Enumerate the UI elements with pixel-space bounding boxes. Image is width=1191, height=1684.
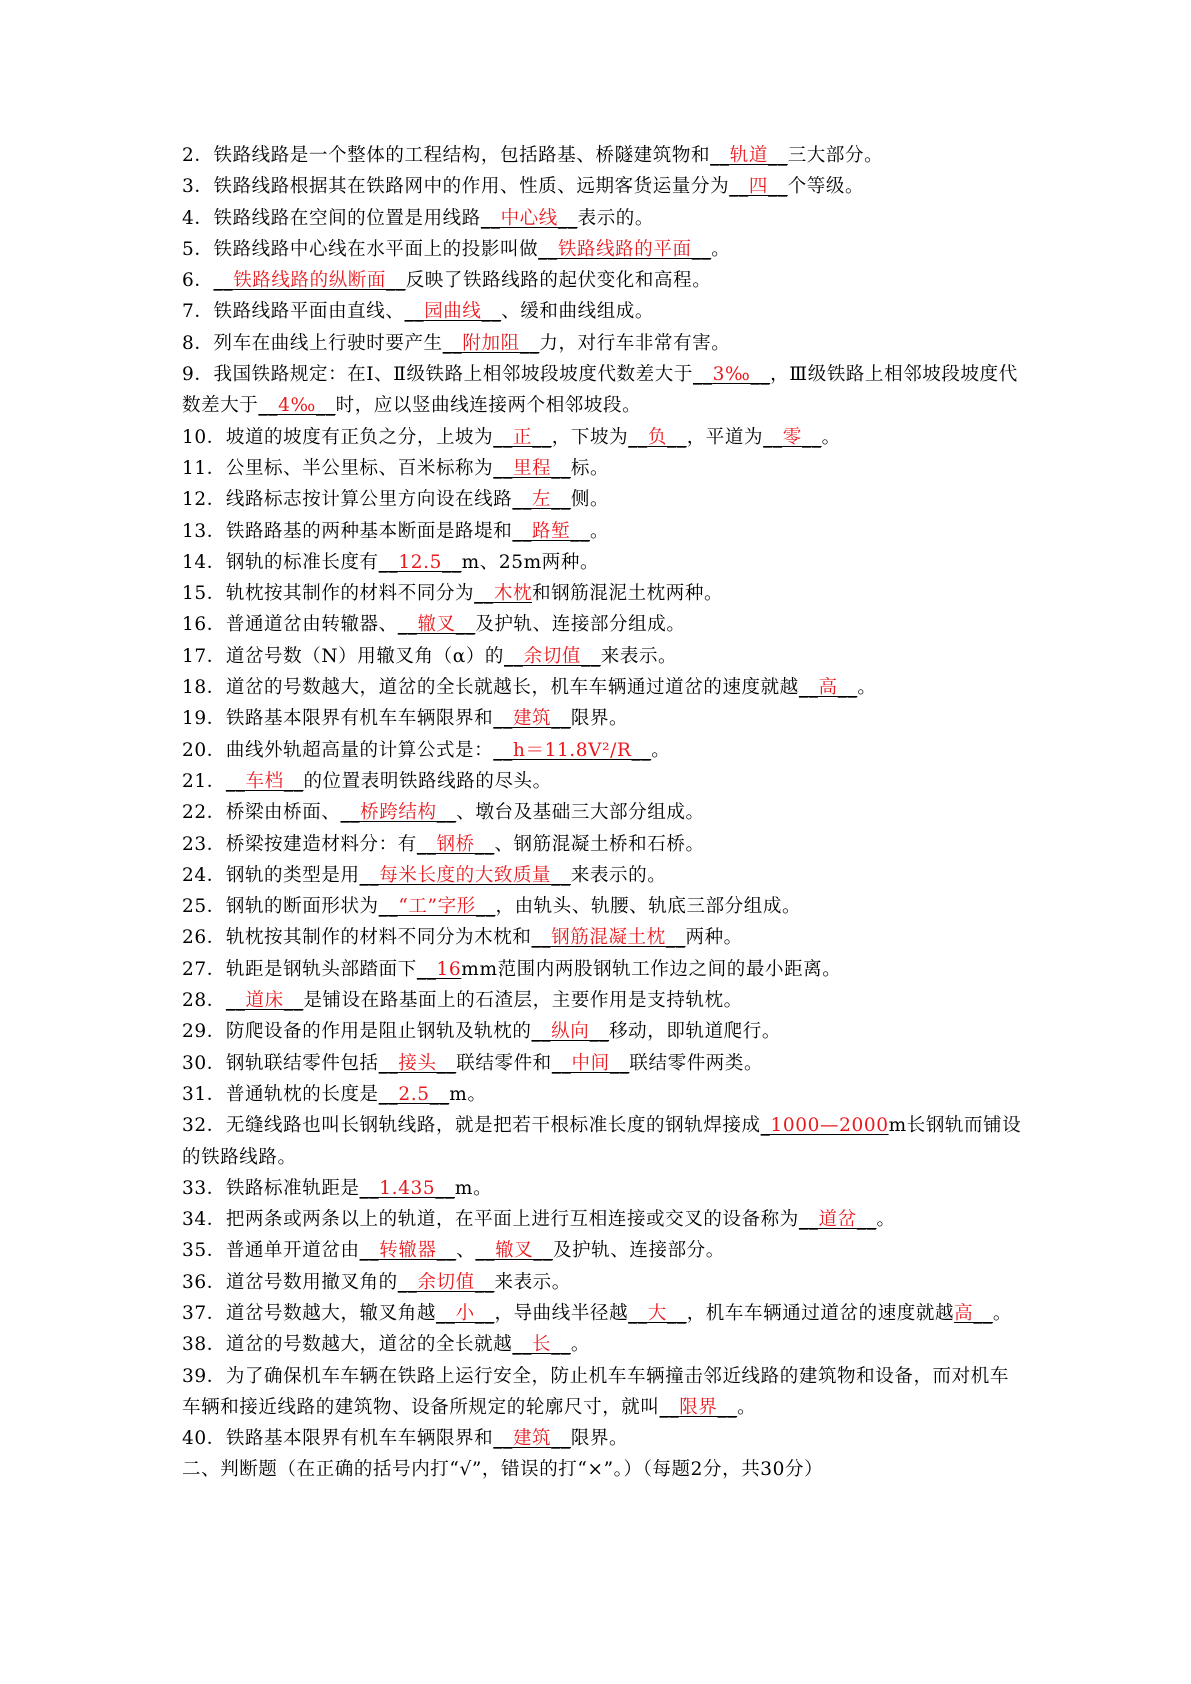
blank-underline: __ [628, 426, 648, 448]
question-line [182, 203, 1022, 234]
blank-underline: __ [532, 426, 552, 448]
blank-underline: __ [386, 270, 406, 292]
answer-text: 钢桥 [436, 833, 475, 855]
question-text: 36．道岔号数用撤叉角的 [182, 1271, 398, 1293]
answer-text: 余切值 [523, 645, 582, 667]
question-line [182, 328, 1022, 359]
question-line [182, 1267, 1022, 1298]
answer-text: 3‰ [712, 364, 751, 386]
question-text: 33．铁路标准轨距是 [182, 1177, 360, 1199]
question-text: 18．道岔的号数越大，道岔的全长就越长，机车车辆通过道岔的速度就越 [182, 677, 799, 699]
blank-underline: __ [493, 457, 513, 479]
question-text: 联结零件两类。 [629, 1052, 764, 1074]
question-text: 的位置表明铁路线路的尽头。 [303, 770, 552, 792]
question-line [182, 1361, 1022, 1424]
blank-underline: __ [493, 426, 513, 448]
blank-underline: __ [378, 551, 399, 573]
blank-underline: __ [551, 1052, 572, 1074]
blank-underline: __ [378, 1083, 399, 1105]
blank-underline: __ [481, 301, 502, 323]
answer-text: 高 [818, 677, 838, 699]
blank-underline: __ [359, 864, 380, 886]
question-line [182, 829, 1022, 860]
blank-underline: __ [551, 457, 571, 479]
question-line [182, 609, 1022, 640]
answer-text: 小 [455, 1302, 475, 1324]
blank-underline: __ [441, 551, 462, 573]
blank-underline: __ [493, 1428, 513, 1450]
question-text: 6． [182, 270, 214, 292]
question-line [182, 140, 1022, 171]
answer-text: 钢筋混凝土枕 [551, 927, 666, 949]
answer-text: 大 [647, 1302, 667, 1324]
blank-underline: __ [435, 1177, 455, 1199]
blank-underline: __ [474, 833, 495, 855]
question-line [182, 922, 1022, 953]
blank-underline: __ [666, 1302, 687, 1324]
question-line [182, 860, 1022, 891]
question-text: 5．铁路线路中心线在水平面上的投影叫做 [182, 238, 539, 260]
question-text: ，Ⅲ级铁路上相邻坡段坡度代数差大于 [182, 364, 1018, 417]
question-text: m长钢轨而铺设的铁路线路。 [182, 1115, 1022, 1168]
question-text: 和钢筋混泥土枕两种。 [532, 583, 724, 605]
blank-underline: __ [480, 207, 501, 229]
answer-text: 道床 [245, 990, 284, 1012]
question-text: 力，对行车非常有害。 [539, 332, 731, 354]
blank-underline: __ [692, 364, 713, 386]
answer-text: 中间 [571, 1052, 610, 1074]
answer-text: 转辙器 [379, 1240, 437, 1262]
question-text: 、缓和曲线组成。 [501, 301, 655, 323]
blank-underline: __ [519, 332, 540, 354]
question-text: 、钢筋混凝土桥和石桥。 [494, 833, 705, 855]
question-text: 。 [857, 677, 877, 699]
question-line [182, 453, 1022, 484]
blank-underline: __ [533, 1240, 553, 1262]
blank-underline: __ [856, 1209, 877, 1231]
blank-underline: __ [691, 238, 712, 260]
answer-text: 2.5 [398, 1083, 430, 1105]
question-text: 11．公里标、半公里标、百米标称为 [182, 457, 494, 479]
answer-text: 建筑 [512, 1428, 552, 1450]
answer-text: 里程 [512, 457, 552, 479]
answer-text: 桥跨结构 [360, 802, 437, 824]
blank-underline: __ [659, 1396, 680, 1418]
question-line [182, 1079, 1022, 1110]
question-line [182, 516, 1022, 547]
blank-underline: __ [213, 270, 234, 292]
blank-underline: __ [531, 1021, 552, 1043]
question-line [182, 1048, 1022, 1079]
blank-underline: __ [631, 739, 652, 761]
question-text: 26．轨枕按其制作的材料不同分为木枕和 [182, 927, 532, 949]
question-text: 27．轨距是钢轨头部踏面下 [182, 958, 417, 980]
blank-underline: __ [435, 1302, 456, 1324]
blank-underline: __ [397, 1271, 418, 1293]
question-text: 23．桥梁按建造材料分：有 [182, 833, 417, 855]
question-text: 17．道岔号数（N）用辙叉角（α）的 [182, 645, 505, 667]
question-text: 34．把两条或两条以上的轨道，在平面上进行互相连接或交叉的设备称为 [182, 1209, 799, 1231]
question-text: 28． [182, 990, 226, 1012]
blank-underline: __ [710, 145, 730, 166]
blank-underline: __ [474, 1302, 495, 1324]
question-text: 9．我国铁路规定：在Ⅰ、Ⅱ级铁路上相邻坡段坡度代数差大于 [182, 364, 693, 386]
answer-text: 限界 [679, 1396, 718, 1418]
answer-text: 左 [532, 489, 552, 511]
question-line [182, 891, 1022, 922]
blank-underline: __ [609, 1052, 630, 1074]
blank-underline: __ [551, 864, 571, 886]
answer-text: 轨道 [729, 145, 768, 166]
question-line [182, 672, 1022, 703]
question-text: 7．铁路线路平面由直线、 [182, 301, 405, 323]
question-text: m。 [454, 1177, 493, 1199]
question-text: 13．铁路路基的两种基本断面是路堤和 [182, 520, 513, 542]
question-text: 22．桥梁由桥面、 [182, 802, 341, 824]
answer-text: 纵向 [551, 1021, 590, 1043]
question-text: 及护轨、连接部分。 [552, 1240, 725, 1262]
question-text: 14．钢轨的标准长度有 [182, 551, 379, 573]
question-line [182, 296, 1022, 327]
question-line [182, 171, 1022, 202]
blank-underline: __ [570, 520, 590, 542]
question-text: 限界。 [570, 1428, 629, 1450]
blank-underline: __ [512, 489, 533, 511]
blank-underline: __ [378, 1052, 399, 1074]
answer-text: 正 [512, 426, 533, 448]
blank-underline: __ [750, 364, 771, 386]
question-text: 移动，即轨道爬行。 [609, 1021, 781, 1043]
blank-underline: __ [512, 520, 533, 542]
question-text: 32．无缝线路也叫长钢轨线路，就是把若干根标准长度的钢轨焊接成 [182, 1115, 761, 1137]
question-text: 40．铁路基本限界有机车车辆限界和 [182, 1428, 494, 1450]
document-body [182, 140, 1022, 1486]
question-text: 37．道岔号数越大，辙叉角越 [182, 1302, 436, 1324]
answer-text: 每米长度的大致质量 [379, 864, 552, 886]
blank-underline: __ [436, 1240, 457, 1262]
question-line [182, 484, 1022, 515]
answer-text: 余切值 [417, 1271, 475, 1293]
question-text: 4．铁路线路在空间的位置是用线路 [182, 207, 481, 229]
blank-underline: __ [315, 395, 336, 417]
blank-underline: __ [767, 145, 788, 166]
blank-underline: __ [436, 802, 457, 824]
question-text: 30．钢轨联结零件包括 [182, 1052, 379, 1074]
blank-underline: __ [551, 1428, 571, 1450]
blank-underline: __ [416, 833, 437, 855]
blank-underline: __ [283, 990, 304, 1012]
question-text: ，平道为 [686, 426, 764, 448]
question-text: m。 [449, 1083, 487, 1105]
blank-underline: __ [798, 677, 819, 699]
answer-text: 路堑 [532, 520, 571, 542]
question-text: 时，应以竖曲线连接两个相邻坡段。 [335, 395, 642, 417]
answer-text: 车档 [245, 770, 284, 792]
question-text: 8．列车在曲线上行驶时要产生 [182, 332, 443, 354]
answer-text: 16 [436, 958, 462, 980]
question-line [182, 954, 1022, 985]
blank-underline: __ [493, 739, 513, 761]
question-text: ，机车车辆通过道岔的速度就越 [686, 1302, 955, 1324]
answer-text: 道岔 [818, 1209, 857, 1231]
blank-underline: __ [557, 207, 578, 229]
answer-text: 附加阻 [462, 332, 520, 354]
question-text: 是铺设在路基面上的石渣层，主要作用是支持轨枕。 [303, 990, 743, 1012]
question-text: ，下坡为 [551, 426, 629, 448]
question-line [182, 1423, 1022, 1454]
question-line [182, 578, 1022, 609]
blank-underline: __ [581, 645, 601, 667]
answer-text: 木枕 [493, 583, 533, 605]
answer-text: 接头 [398, 1052, 437, 1074]
blank-underline: __ [225, 770, 246, 792]
question-text: 16．普通道岔由转辙器、 [182, 614, 398, 636]
answer-text: 负 [647, 426, 667, 448]
question-text: 20．曲线外轨超高量的计算公式是： [182, 739, 494, 761]
question-text: 35．普通单开道岔由 [182, 1240, 360, 1262]
question-text: ，由轨头、轨腰、轨底三部分组成。 [495, 896, 802, 918]
question-text: 12．线路标志按计算公里方向设在线路 [182, 489, 513, 511]
question-text: m、25m两种。 [461, 551, 600, 573]
answer-text: 零 [782, 426, 802, 448]
blank-underline: __ [416, 958, 437, 980]
answer-text: 园曲线 [424, 301, 482, 323]
question-line [182, 985, 1022, 1016]
blank-underline: __ [665, 927, 686, 949]
blank-underline: __ [504, 645, 524, 667]
question-line [182, 641, 1022, 672]
blank-underline: __ [798, 1209, 819, 1231]
question-line [182, 1204, 1022, 1235]
question-text: 三大部分。 [787, 145, 884, 166]
blank-underline: __ [436, 1052, 457, 1074]
blank-underline: __ [717, 1396, 738, 1418]
question-line [182, 797, 1022, 828]
question-text: 25．钢轨的断面形状为 [182, 896, 379, 918]
blank-underline: __ [359, 1240, 380, 1262]
blank-underline: __ [225, 990, 246, 1012]
question-text: ，导曲线半径越 [494, 1302, 629, 1324]
question-text: 24．钢轨的类型是用 [182, 864, 360, 886]
question-text: 来表示的。 [570, 864, 667, 886]
question-line [182, 766, 1022, 797]
blank-underline: __ [429, 1083, 450, 1105]
blank-underline: __ [801, 426, 822, 448]
question-line [182, 234, 1022, 265]
blank-underline: __ [359, 1177, 380, 1199]
answer-text: 辙叉 [495, 1240, 534, 1262]
blank-underline: __ [551, 1334, 571, 1356]
blank-underline: __ [538, 238, 558, 260]
question-text: 标。 [570, 457, 610, 479]
answer-text: 1.435 [379, 1177, 436, 1199]
question-text: 39．为了确保机车车辆在铁路上运行安全，防止机车车辆撞击邻近线路的建筑物和设备，而对机车车辆和接近线路的建筑物、设备所规定的轮廓尺寸，就叫 [182, 1365, 1009, 1418]
answer-text: 中心线 [500, 207, 558, 229]
question-text: 10．坡道的坡度有正负之分，上坡为 [182, 426, 494, 448]
blank-underline: __ [973, 1302, 993, 1324]
answer-text: 铁路线路的平面 [557, 238, 692, 260]
blank-underline: __ [475, 1240, 496, 1262]
question-text: 来表示。 [494, 1271, 571, 1293]
question-text: 。 [876, 1209, 896, 1231]
answer-text: h＝11.8V²/R [512, 739, 632, 761]
blank-underline: __ [378, 896, 399, 918]
blank-underline: __ [474, 1271, 495, 1293]
question-line [182, 1454, 1022, 1485]
question-text: 限界。 [570, 708, 629, 730]
question-text: mm范围内两股钢轨工作边之间的最小距离。 [461, 958, 842, 980]
answer-text: 高 [954, 1302, 974, 1324]
question-text: 及护轨、连接部分组成。 [475, 614, 686, 636]
question-text: 反映了铁路线路的起伏变化和高程。 [405, 270, 712, 292]
blank-underline: __ [729, 176, 749, 198]
question-text: 。 [570, 1334, 590, 1356]
blank-underline: __ [258, 395, 279, 417]
blank-underline: __ [283, 770, 304, 792]
question-line [182, 1016, 1022, 1047]
question-text: 。 [589, 520, 610, 542]
blank-underline: __ [551, 489, 571, 511]
question-text: 来表示。 [600, 645, 678, 667]
question-text: 联结零件和 [456, 1052, 552, 1074]
answer-text: 12.5 [398, 551, 442, 573]
blank-underline: __ [837, 677, 858, 699]
question-line [182, 265, 1022, 296]
question-text: 个等级。 [787, 176, 865, 198]
question-text: 。 [711, 238, 731, 260]
blank-underline: __ [340, 802, 361, 824]
question-text: 侧。 [570, 489, 610, 511]
blank-underline: __ [475, 896, 496, 918]
question-text: 二、判断题（在正确的括号内打“√”，错误的打“×”。）（每题2分，共30分） [182, 1459, 824, 1481]
question-text: 2．铁路线路是一个整体的工程结构，包括路基、桥隧建筑物和 [182, 145, 711, 166]
blank-underline: __ [493, 708, 513, 730]
answer-text: 长 [532, 1334, 552, 1356]
answer-text: 4‰ [278, 395, 316, 417]
blank-underline: __ [397, 614, 418, 636]
question-text: 29．防爬设备的作用是阻止钢轨及轨枕的 [182, 1021, 532, 1043]
question-line [182, 735, 1022, 766]
question-text: 19．铁路基本限界有机车车辆限界和 [182, 708, 494, 730]
question-text: 。 [737, 1396, 757, 1418]
question-line [182, 1298, 1022, 1329]
blank-underline: _ [760, 1115, 771, 1137]
question-text: 表示的。 [577, 207, 654, 229]
question-line [182, 1235, 1022, 1266]
blank-underline: __ [474, 583, 494, 605]
answer-text: “工”字形 [398, 896, 476, 918]
blank-underline: __ [666, 426, 687, 448]
question-line [182, 547, 1022, 578]
question-text: 21． [182, 770, 226, 792]
question-text: 。 [821, 426, 841, 448]
blank-underline: __ [628, 1302, 648, 1324]
answer-text: 铁路线路的纵断面 [233, 270, 386, 292]
question-text: 、墩台及基础三大部分组成。 [456, 802, 705, 824]
blank-underline: __ [531, 927, 552, 949]
blank-underline: __ [768, 176, 788, 198]
question-text: 两种。 [685, 927, 743, 949]
blank-underline: __ [404, 301, 425, 323]
answer-text: 辙叉 [417, 614, 456, 636]
question-line [182, 703, 1022, 734]
question-line [182, 422, 1022, 453]
blank-underline: __ [551, 708, 571, 730]
blank-underline: __ [763, 426, 783, 448]
question-line [182, 1110, 1022, 1173]
question-text: 、 [456, 1240, 476, 1262]
question-text: 。 [651, 739, 671, 761]
question-text: 31．普通轨枕的长度是 [182, 1083, 379, 1105]
question-text: 。 [992, 1302, 1013, 1324]
answer-text: 建筑 [512, 708, 552, 730]
question-text: 3．铁路线路根据其在铁路网中的作用、性质、远期客货运量分为 [182, 176, 730, 198]
answer-text: 四 [748, 176, 768, 198]
answer-text: 1000—2000 [770, 1115, 889, 1137]
question-line [182, 1173, 1022, 1204]
question-line [182, 1329, 1022, 1360]
question-text: 38．道岔的号数越大，道岔的全长就越 [182, 1334, 513, 1356]
question-line [182, 359, 1022, 422]
blank-underline: __ [455, 614, 476, 636]
blank-underline: __ [589, 1021, 610, 1043]
blank-underline: __ [512, 1334, 533, 1356]
blank-underline: __ [442, 332, 463, 354]
question-text: 15．轨枕按其制作的材料不同分为 [182, 583, 475, 605]
